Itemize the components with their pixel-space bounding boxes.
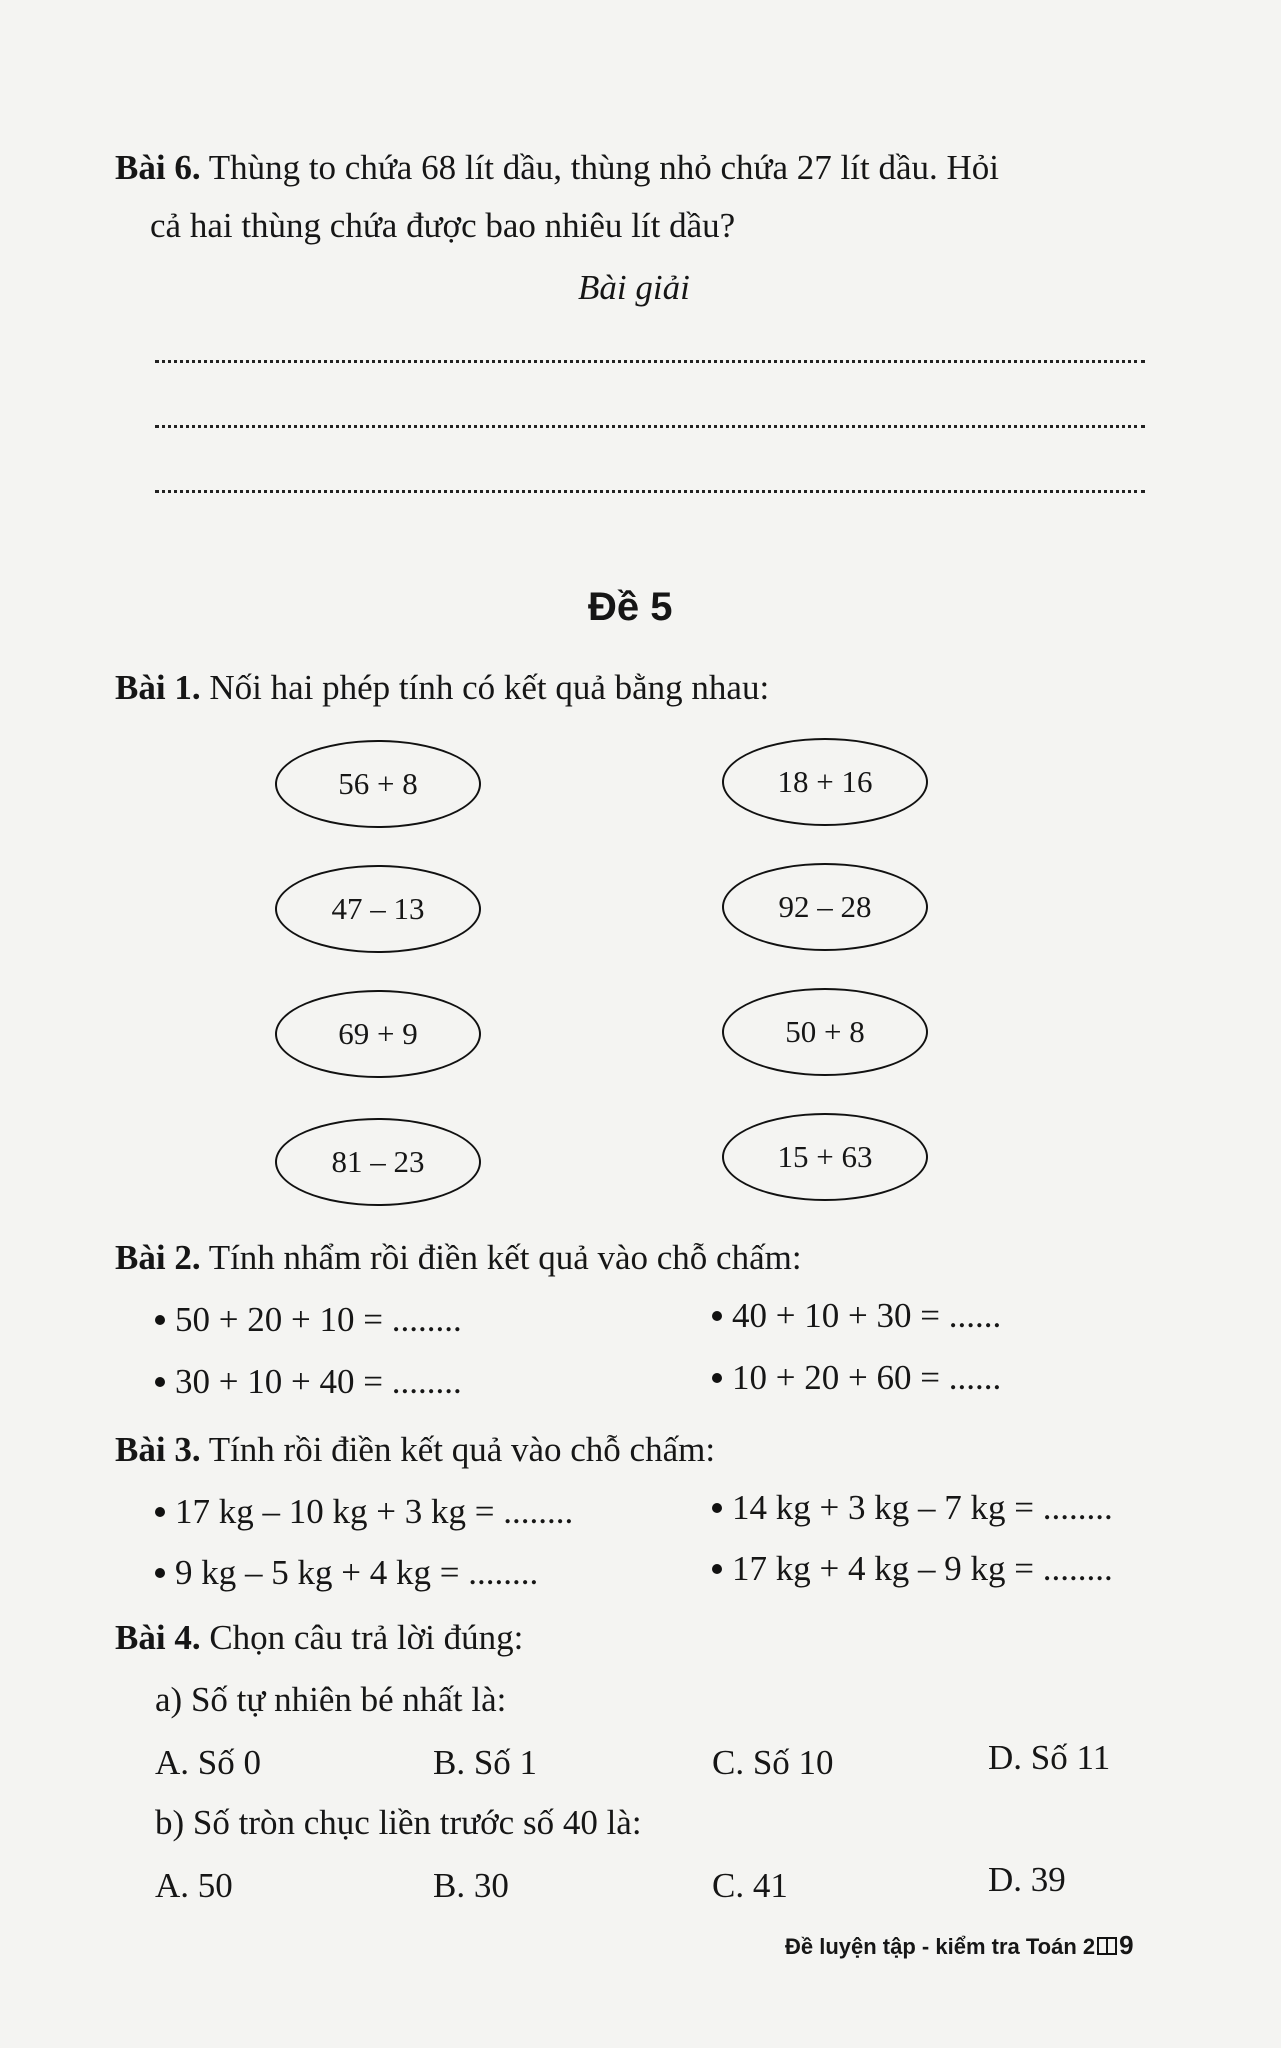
option-b-B[interactable]: B. 30 [433,1866,509,1905]
bai2-item-1[interactable] [155,1300,462,1340]
question-b: b) Số tròn chục liền trước số 40 là: [155,1803,642,1842]
page-number: 9 [1119,1930,1134,1960]
bullet [712,1311,722,1321]
solution-heading: Bài giải [578,268,690,307]
bai3-item-2[interactable] [712,1488,1113,1528]
bai2-item-1-text: 50 + 20 + 10 = ........ [175,1300,462,1339]
bai2-item-2-text: 40 + 10 + 30 = ...... [732,1296,1002,1335]
bai4-heading [115,1618,523,1658]
bullet [155,1315,165,1325]
right-expression-2[interactable]: 92 – 28 [722,863,928,951]
left-expression-1[interactable]: 56 + 8 [275,740,481,828]
bai2-item-3-text: 30 + 10 + 40 = ........ [175,1362,462,1401]
bai6-line1 [115,148,999,188]
bai4-label: Bài 4. [115,1618,201,1657]
bai3-item-3-text: 9 kg – 5 kg + 4 kg = ........ [175,1553,539,1592]
bai2-item-2[interactable] [712,1296,1001,1336]
bai2-item-4-text: 10 + 20 + 60 = ...... [732,1358,1002,1397]
bai2-item-3[interactable] [155,1362,462,1402]
left-expression-4[interactable]: 81 – 23 [275,1118,481,1206]
option-a-B[interactable]: B. Số 1 [433,1743,538,1782]
left-expression-2[interactable]: 47 – 13 [275,865,481,953]
bai3-item-3[interactable] [155,1553,538,1593]
bullet [155,1568,165,1578]
bai6-label: Bài 6. [115,148,201,187]
bai2-label: Bài 2. [115,1238,201,1277]
option-b-A[interactable]: A. 50 [155,1866,233,1905]
bai3-label: Bài 3. [115,1430,201,1469]
bai6-text-line1: Thùng to chứa 68 lít dầu, thùng nhỏ chứa 27 lít dầu. Hỏi [200,148,1000,187]
bai1-heading [115,668,769,708]
right-expression-1[interactable]: 18 + 16 [722,738,928,826]
right-expression-3[interactable]: 50 + 8 [722,988,928,1076]
bai1-label: Bài 1. [115,668,201,707]
answer-line-2[interactable] [155,425,1145,428]
bai1-text: Nối hai phép tính có kết quả bằng nhau: [200,668,770,707]
answer-line-1[interactable] [155,360,1145,363]
bullet [712,1564,722,1574]
bullet [712,1373,722,1383]
footer-text: Đề luyện tập - kiểm tra Toán 2 [785,1934,1096,1959]
option-a-D[interactable]: D. Số 11 [988,1738,1111,1777]
bullet [155,1377,165,1387]
bai3-item-4[interactable] [712,1549,1113,1589]
book-icon [1097,1937,1117,1955]
right-expression-4[interactable]: 15 + 63 [722,1113,928,1201]
option-a-C[interactable]: C. Số 10 [712,1743,834,1782]
section-title: Đề 5 [588,585,673,629]
option-a-A[interactable]: A. Số 0 [155,1743,261,1782]
bai4-text: Chọn câu trả lời đúng: [200,1618,524,1657]
page-footer [785,1930,1134,1961]
option-b-C[interactable]: C. 41 [712,1866,788,1905]
bai3-item-4-text: 17 kg + 4 kg – 9 kg = ........ [732,1549,1113,1588]
bullet [712,1503,722,1513]
bai2-heading [115,1238,802,1278]
bai2-item-4[interactable] [712,1358,1001,1398]
bai6-text-line2: cả hai thùng chứa được bao nhiêu lít dầu? [150,206,736,245]
bai3-text: Tính rồi điền kết quả vào chỗ chấm: [200,1430,716,1469]
answer-line-3[interactable] [155,490,1145,493]
question-a: a) Số tự nhiên bé nhất là: [155,1680,507,1719]
bai3-item-2-text: 14 kg + 3 kg – 7 kg = ........ [732,1488,1113,1527]
bai2-text: Tính nhẩm rồi điền kết quả vào chỗ chấm: [200,1238,802,1277]
bai3-heading [115,1430,715,1470]
bullet [155,1507,165,1517]
left-expression-3[interactable]: 69 + 9 [275,990,481,1078]
bai3-item-1-text: 17 kg – 10 kg + 3 kg = ........ [175,1492,574,1531]
option-b-D[interactable]: D. 39 [988,1860,1066,1899]
bai3-item-1[interactable] [155,1492,573,1532]
